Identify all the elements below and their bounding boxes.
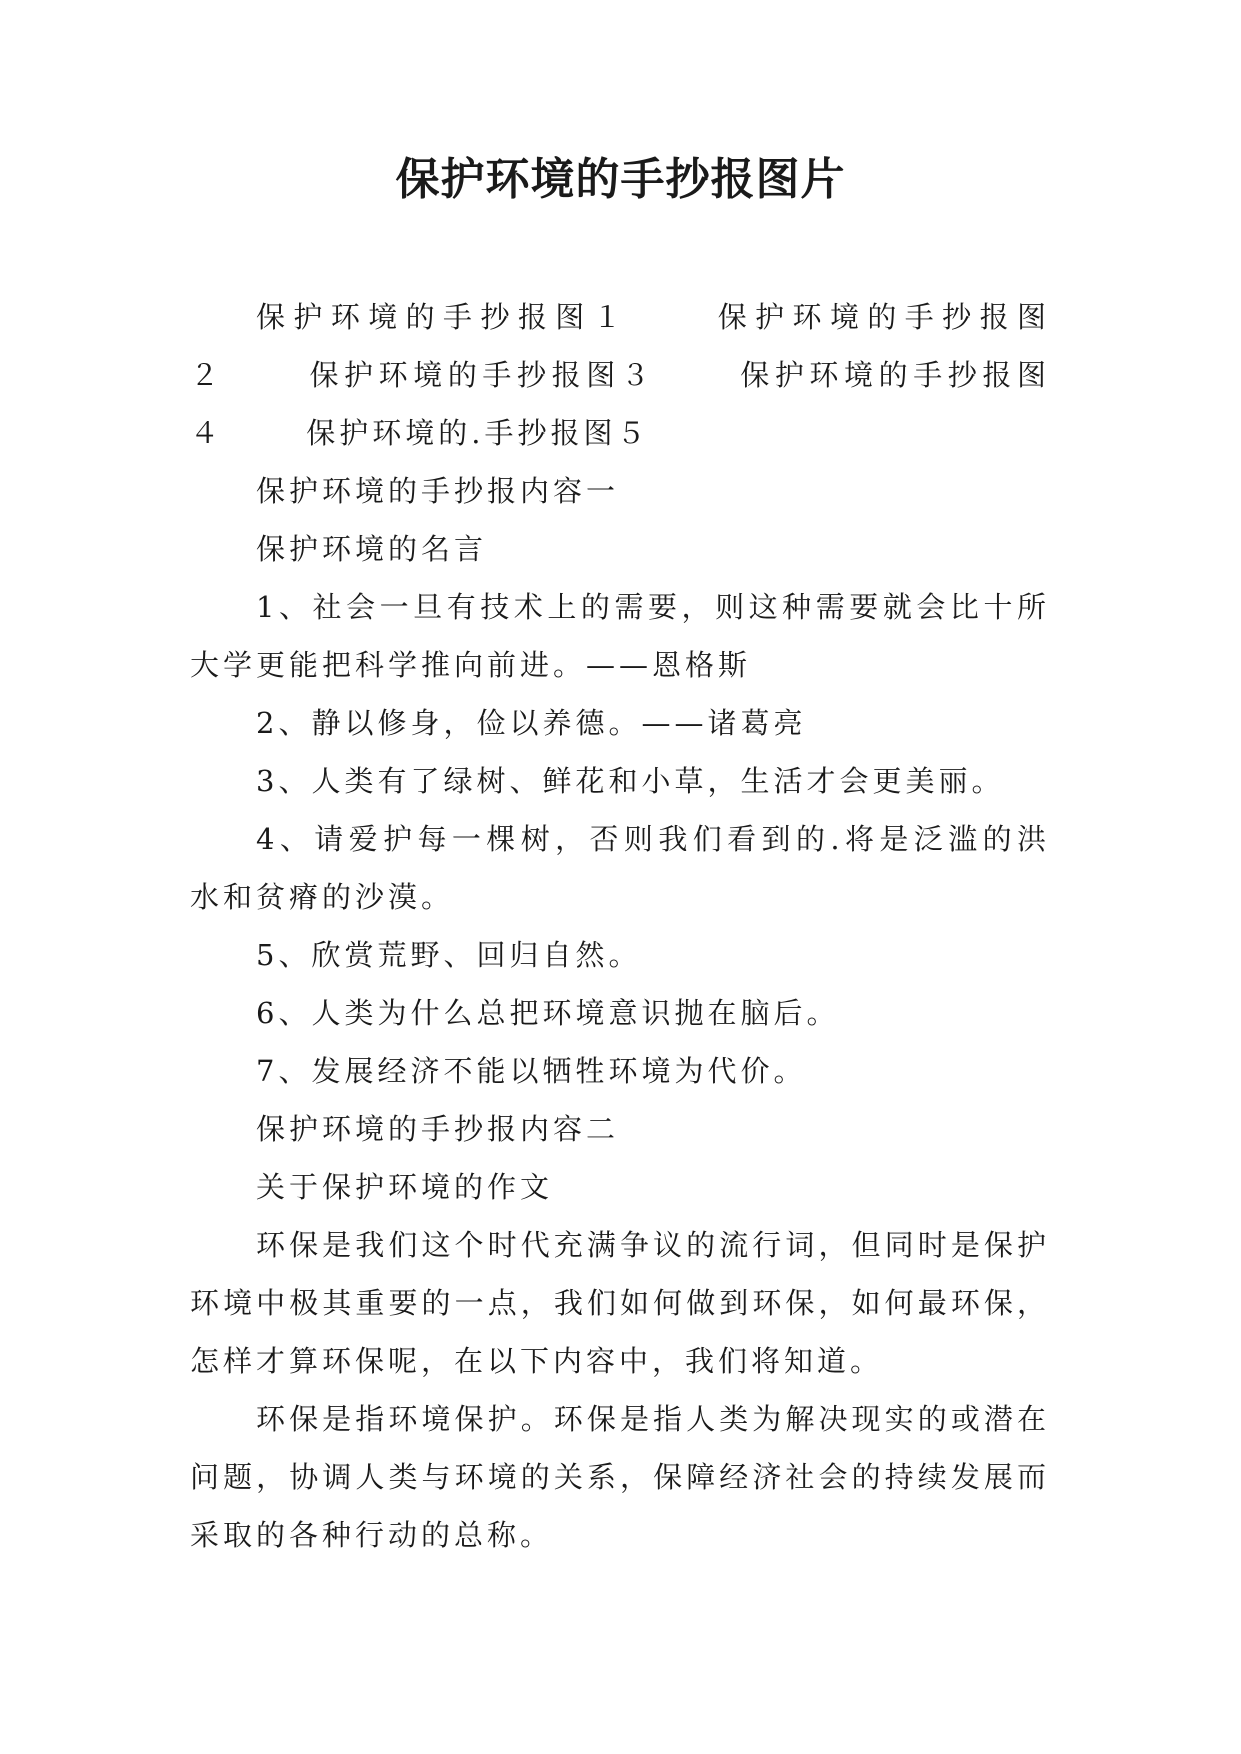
figure-caption: 保护环境的手抄报图４: [190, 358, 1051, 450]
figure-caption: 保护环境的手抄报图１: [256, 300, 631, 334]
quote-item: 6、人类为什么总把环境意识抛在脑后。: [256, 996, 840, 1030]
body-paragraph: 环保是指环境保护。环保是指人类为解决现实的或潜在问题，协调人类与环境的关系，保障经济社会的持续发展而采取的各种行动的总称。: [190, 1402, 1050, 1552]
quote-item: 1、社会一旦有技术上的需要，则这种需要就会比十所大学更能把科学推向前进。——恩格斯: [190, 590, 1050, 682]
document-title: 保护环境的手抄报图片: [395, 154, 846, 205]
figure-list: [190, 288, 1050, 462]
quote-item: 5、欣赏荒野、回归自然。: [256, 938, 642, 972]
subsection-heading: 关于保护环境的作文: [256, 1170, 554, 1204]
figure-caption: 保护环境的手抄报图３: [309, 358, 656, 392]
quote-item: 4、请爱护每一棵树，否则我们看到的.将是泛滥的洪水和贫瘠的沙漠。: [190, 822, 1050, 914]
quote-item: 7、发展经济不能以牺牲环境为代价。: [256, 1054, 807, 1088]
figure-caption: 保护环境的.手抄报图５: [306, 416, 650, 450]
section-heading: 保护环境的手抄报内容一: [256, 474, 620, 508]
document-body: [190, 288, 1050, 1564]
body-paragraph: 环保是我们这个时代充满争议的流行词，但同时是保护环境中极其重要的一点，我们如何做到环保，如何最环保，怎样才算环保呢，在以下内容中，我们将知道。: [190, 1228, 1050, 1378]
quote-item: 3、人类有了绿树、鲜花和小草，生活才会更美丽。: [256, 764, 1005, 798]
quote-item: 2、静以修身，俭以养德。——诸葛亮: [256, 706, 807, 740]
section-heading: 保护环境的手抄报内容二: [256, 1112, 620, 1146]
figure-caption: 保护环境的手抄报图２: [190, 300, 1050, 392]
subsection-heading: 保护环境的名言: [256, 532, 488, 566]
